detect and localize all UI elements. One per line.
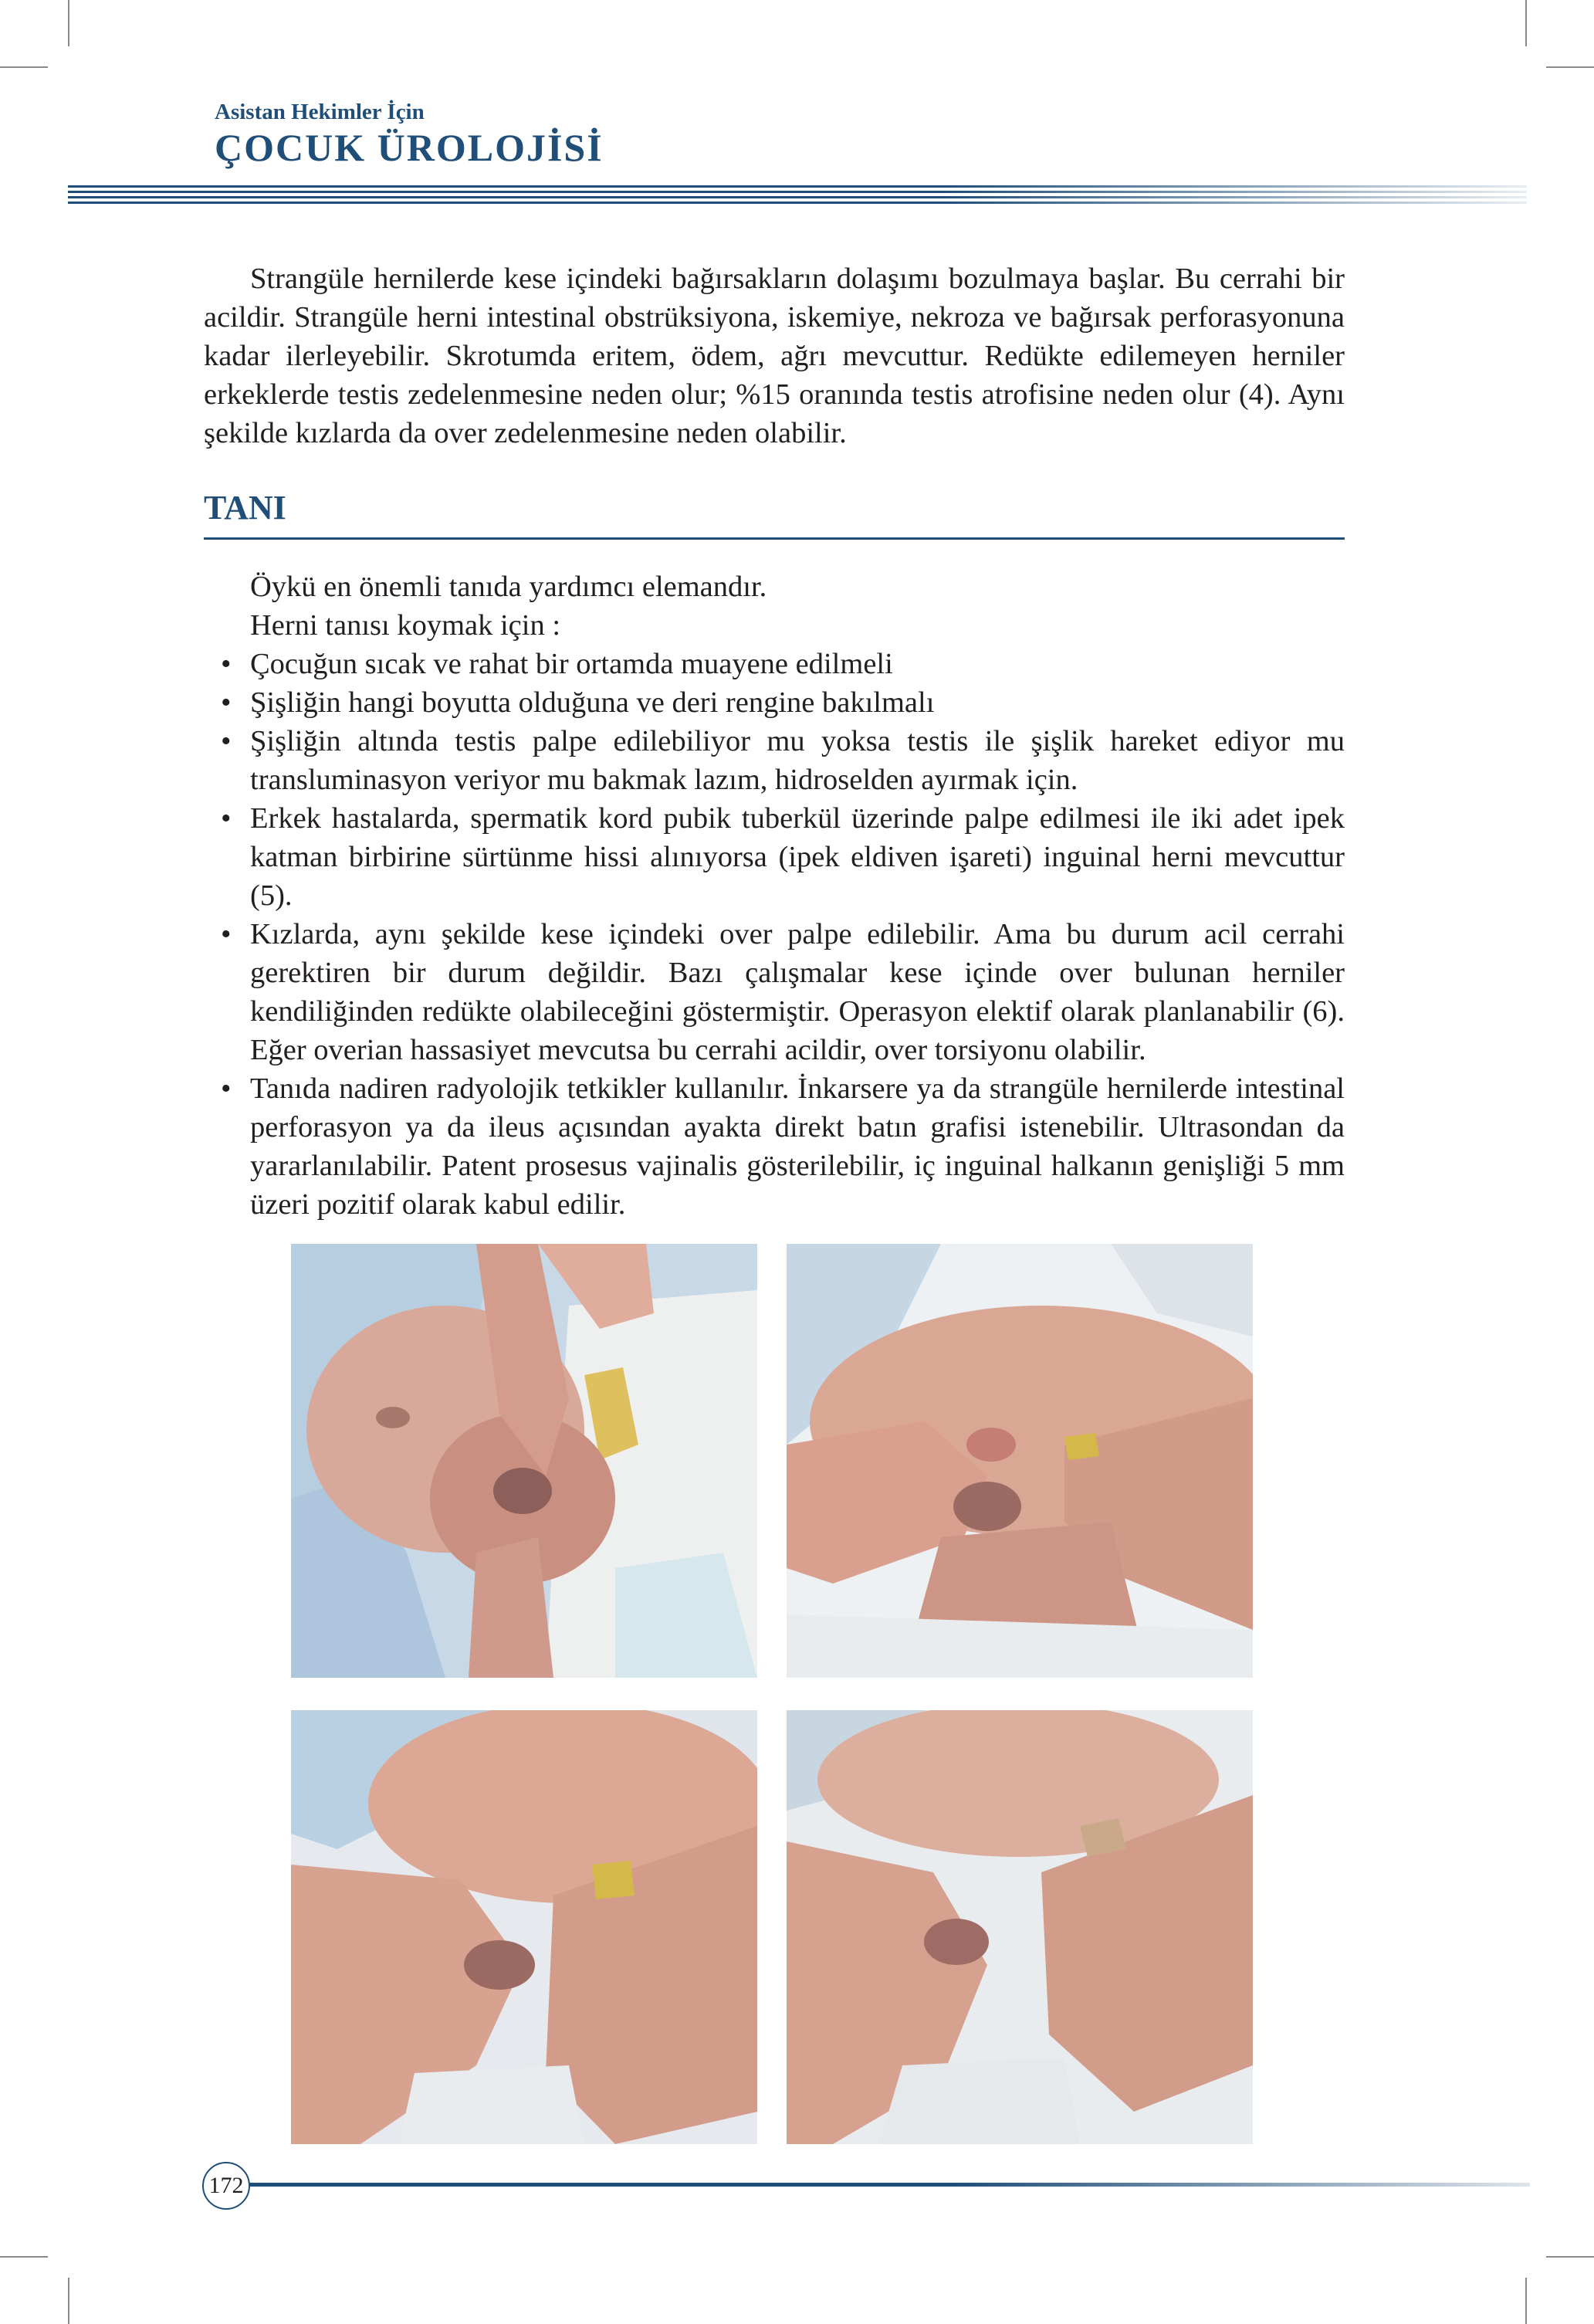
header-subtitle: Asistan Hekimler İçin: [215, 100, 425, 124]
crop-mark: [1546, 2256, 1594, 2258]
crop-mark: [68, 0, 69, 46]
crop-mark: [1525, 0, 1527, 46]
running-header: [215, 99, 604, 170]
list-item: • Kızlarda, aynı şekilde kese içindeki over palpe edilebilir. Ama bu durum acil cerrahi gerektiren bir durum değildir. Bazı çalışmalar kese içinde over bulunan herniler kendiliğinden redükte olabileceğini göstermiştir. Operasyon elektif olarak planlanabilir (6). Eğer overian hassasiyet mevcutsa bu cerrahi acildir, over torsiyonu olabilir.: [215, 915, 1345, 1069]
bullet-icon: •: [221, 725, 232, 757]
header-title: ÇOCUK ÜROLOJİSİ: [215, 126, 604, 169]
clinical-photo: [291, 1710, 757, 2144]
crop-mark: [0, 66, 48, 68]
list-item: • Tanıda nadiren radyolojik tetkikler kullanılır. İnkarsere ya da strangüle hernilerde intestinal perforasyon ya da ileus açısından ayakta direkt batın grafisi istenebilir. Ultrasondan da yararlanılabilir. Patent prosesus vajinalis gösterilebilir, iç inguinal halkanın genişliği 5 mm üzeri pozitif olarak kabul edilir.: [215, 1069, 1345, 1224]
body-paragraph: Strangüle hernilerde kese içindeki bağırsakların dolaşımı bozulmaya başlar. Bu cerrahi bir acildir. Strangüle herni intestinal obstrüksiyona, iskemiye, nekroza ve bağırsak perforasyonuna kadar ilerleyebilir. Skrotumda eritem, ödem, ağrı mevcuttur. Redükte edilemeyen herniler erkeklerde testis zedelenmesine neden olur; %15 oranında testis atrofisine neden olur (4). Aynı şekilde kızlarda da over zedelenmesine neden olabilir.: [204, 263, 1345, 449]
list-item: • Çocuğun sıcak ve rahat bir ortamda muayene edilmeli: [215, 645, 1345, 683]
crop-mark: [1546, 66, 1594, 68]
clinical-photo: [787, 1710, 1253, 2144]
bullet-icon: •: [221, 1072, 232, 1105]
bullet-icon: •: [221, 686, 232, 719]
intro-line: Herni tanısı koymak için :: [250, 609, 561, 642]
bullet-list: [215, 645, 1345, 1224]
crop-mark: [1525, 2278, 1527, 2324]
intro-line: Öykü en önemli tanıda yardımcı elemandır.: [250, 571, 767, 603]
header-rule: [68, 185, 1527, 208]
list-item: • Şişliğin altında testis palpe edilebiliyor mu yoksa testis ile şişlik hareket ediyor mu transluminasyon veriyor mu bakmak lazım, hidroselden ayırmak için.: [215, 722, 1345, 799]
section-title: TANI: [204, 489, 286, 527]
section-rule: [204, 537, 1345, 540]
clinical-photo: [787, 1244, 1253, 1678]
footer-rule: [249, 2183, 1530, 2187]
bullet-icon: •: [221, 802, 232, 835]
bullet-icon: •: [221, 918, 232, 950]
list-item: • Şişliğin hangi boyutta olduğuna ve deri rengine bakılmalı: [215, 683, 1345, 722]
clinical-photo: [291, 1244, 757, 1678]
crop-mark: [68, 2278, 69, 2324]
bullet-icon: •: [221, 648, 232, 680]
list-item: • Erkek hastalarda, spermatik kord pubik tuberkül üzerinde palpe edilmesi ile iki adet ipek katman birbirine sürtünme hissi alınıyorsa (ipek eldiven işareti) inguinal herni mevcuttur (5).: [215, 799, 1345, 915]
crop-mark: [0, 2256, 48, 2258]
page-number: 172: [202, 2162, 250, 2210]
